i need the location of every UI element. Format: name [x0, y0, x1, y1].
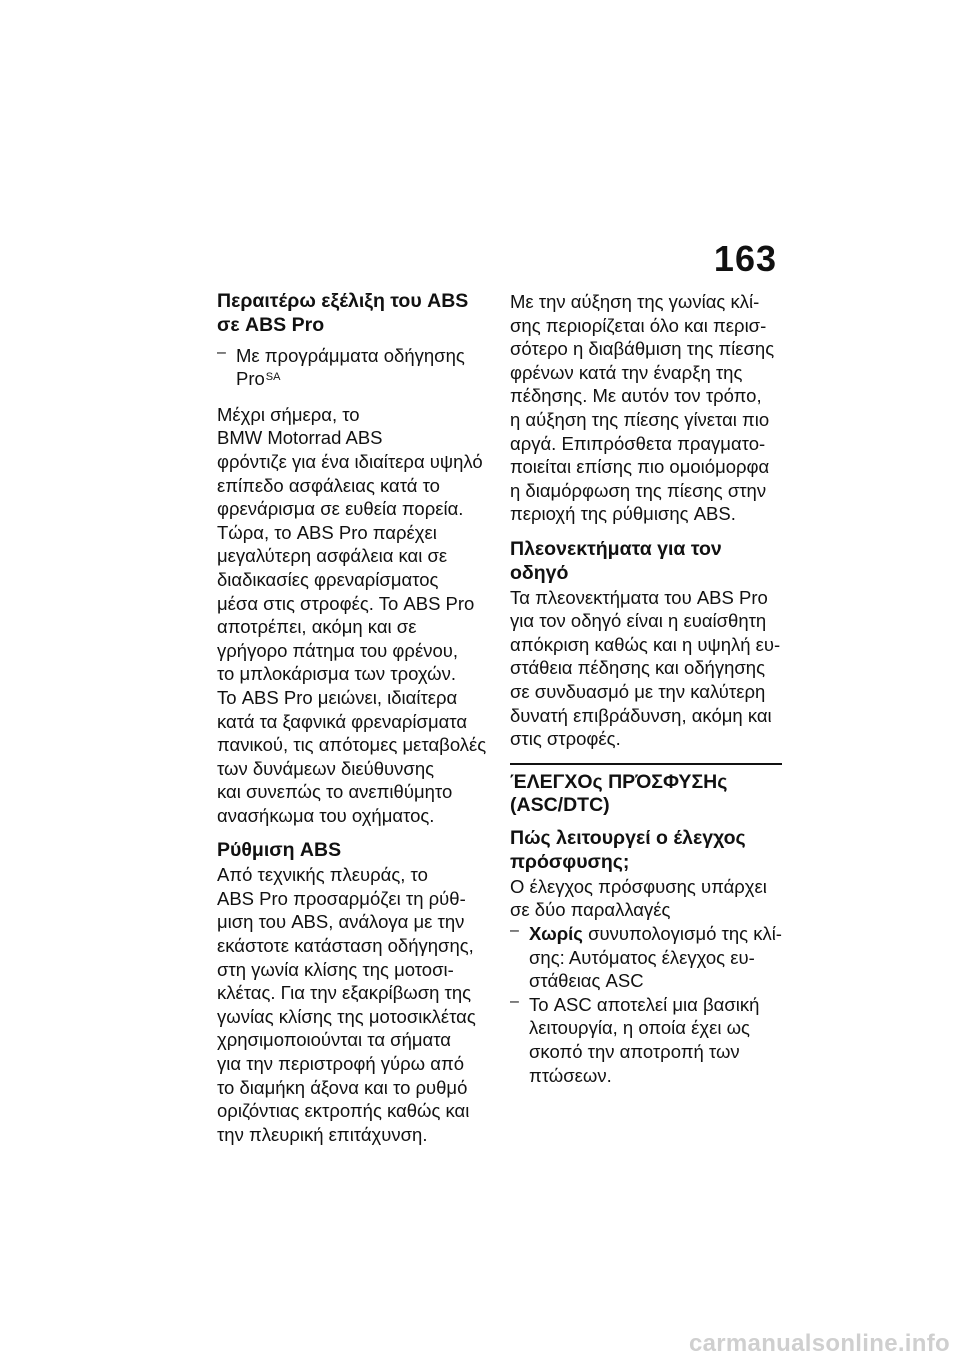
- list-item-text: λειτουργία, η οποία έχει ως: [529, 1017, 750, 1039]
- text-line: των δυνάμεων διεύθυνσης: [217, 757, 435, 779]
- text-line: εκάστοτε κατάσταση οδήγησης,: [217, 935, 474, 957]
- text-line: πέδησης. Με αυτόν τον τρόπο,: [510, 385, 762, 407]
- list-item-without-lean: [510, 922, 782, 993]
- right-column: [510, 290, 782, 1087]
- list-item-text-pro: [236, 367, 493, 391]
- text-line: χρησιμοποιούνται τα σήματα: [217, 1029, 451, 1051]
- list-item-asc-basic: [510, 993, 782, 1087]
- paragraph-variants: [510, 875, 782, 922]
- text-line: αποτρέπει, ακόμη και σε: [217, 616, 417, 638]
- dash-bullet: –: [510, 992, 519, 1010]
- sa-superscript: SA: [265, 371, 281, 384]
- dash-bullet: –: [217, 343, 226, 361]
- text-line: Το ABS Pro μειώνει, ιδιαίτερα: [217, 686, 458, 708]
- text-line: και συνεπώς το ανεπιθύμητο: [217, 781, 453, 803]
- text-line: η διαμόρφωση της πίεσης στην: [510, 479, 767, 501]
- list-item-text: στάθειας ASC: [529, 970, 644, 992]
- text-line: γωνίας κλίσης της μοτοσικλέτας: [217, 1005, 476, 1027]
- paragraph-intro: [217, 403, 493, 828]
- text-line: Ο έλεγχος πρόσφυσης υπάρχει: [510, 875, 767, 897]
- text-line: ABS Pro προσαρμόζει τη ρύθ-: [217, 887, 466, 909]
- text-line: Μέχρι σήμερα, το: [217, 403, 360, 425]
- list-item-text: [529, 922, 782, 946]
- left-column: [217, 290, 493, 1146]
- paragraph-lean-angle: [510, 290, 782, 526]
- text-line: οριζόντιας εκτροπής καθώς και: [217, 1100, 470, 1122]
- list-item-text: σης: Αυτόματος έλεγχος ευ-: [529, 946, 755, 968]
- list-item-text: Με προγράμματα οδήγησης: [236, 344, 465, 366]
- text-line: ανασήκωμα του οχήματος.: [217, 804, 435, 826]
- text-line: η αύξηση της πίεσης γίνεται πιο: [510, 408, 770, 430]
- text-line: σε δύο παραλλαγές: [510, 899, 671, 921]
- text-line: για τον οδηγό είναι η ευαίσθητη: [510, 610, 767, 632]
- text-line: στις στροφές.: [510, 728, 621, 750]
- text-line: μέσα στις στροφές. Το ABS Pro: [217, 592, 475, 614]
- pro-label: Pro: [236, 368, 265, 390]
- heading-abs-setting: Ρύθμιση ABS: [217, 839, 342, 862]
- text-line: Με την αύξηση της γωνίας κλί-: [510, 291, 760, 312]
- paragraph-abs-setting: [217, 863, 493, 1146]
- text-line: σε συνδυασμό με την καλύτερη: [510, 680, 766, 702]
- text-line: ποιείται επίσης πιο ομοιόμορφα: [510, 456, 770, 478]
- text-line: περιοχή της ρύθμισης ABS.: [510, 503, 736, 525]
- text-line: φρενάρισμα σε ευθεία πορεία.: [217, 498, 464, 520]
- watermark: carmanualsonline.info: [688, 1330, 950, 1357]
- text-line: Τώρα, το ABS Pro παρέχει: [217, 521, 437, 543]
- heading-abs-pro-line-2: σε ABS Pro: [217, 313, 325, 336]
- text-line: το μπλοκάρισμα των τροχών.: [217, 663, 456, 685]
- text-line: για την περιστροφή γύρω από: [217, 1053, 465, 1075]
- text-line: κλέτας. Για την εξακρίβωση της: [217, 982, 472, 1004]
- text-line: σότερο η διαβάθμιση της πίεσης: [510, 338, 775, 360]
- text-line: Τα πλεονεκτήματα του ABS Pro: [510, 586, 768, 608]
- heading-advantages-line-1: Πλεονεκτήματα για τον: [510, 537, 722, 560]
- text-line: φρόντιζε για ένα ιδιαίτερα υψηλό: [217, 450, 483, 472]
- dash-bullet: –: [510, 922, 519, 940]
- text-line: στη γωνία κλίσης της μοτοσι-: [217, 958, 454, 980]
- page-number: 163: [713, 238, 777, 279]
- text-line: αργά. Επιπρόσθετα πραγματο-: [510, 432, 766, 454]
- text-line: κατά τα ξαφνικά φρεναρίσματα: [217, 710, 468, 732]
- text-line: στάθεια πέδησης και οδήγησης: [510, 657, 766, 679]
- text-line: διαδικασίες φρεναρίσματος: [217, 568, 439, 590]
- section-title-line-2: (ASC/DTC): [510, 794, 610, 817]
- text-line: την πλευρική επιτάχυνση.: [217, 1123, 428, 1145]
- text-line: επίπεδο ασφάλειας κατά το: [217, 474, 440, 496]
- heading-how-it-works-line-1: Πώς λειτουργεί ο έλεγχος: [510, 827, 746, 850]
- text-line: πανικού, τις απότομες μεταβολές: [217, 734, 487, 756]
- section-title-line-1: ΈΛΕΓΧΟς ΠΡΌΣΦΥΣΗς: [510, 770, 728, 793]
- text-line: μεγαλύτερη ασφάλεια και σε: [217, 545, 448, 567]
- text-line: BMW Motorrad ABS: [217, 427, 383, 449]
- text-line: απόκριση καθώς και η υψηλή ευ-: [510, 633, 781, 655]
- list-item-text: σκοπό την αποτροπή των: [529, 1041, 740, 1063]
- heading-advantages-line-2: οδηγό: [510, 561, 569, 584]
- emphasis-without: Χωρίς: [529, 923, 583, 945]
- text-line: το διαμήκη άξονα και το ρυθμό: [217, 1076, 468, 1098]
- list-item-riding-modes: [217, 344, 493, 391]
- heading-abs-pro-line-1: Περαιτέρω εξέλιξη του ABS: [217, 290, 469, 312]
- text-line: Από τεχνικής πλευράς, το: [217, 864, 428, 886]
- paragraph-advantages: [510, 586, 782, 751]
- text-line: δυνατή επιβράδυνση, ακόμη και: [510, 704, 772, 726]
- text-line: φρένων κατά την έναρξη της: [510, 361, 743, 383]
- list-item-text: πτώσεων.: [529, 1064, 612, 1086]
- list-item-text: Το ASC αποτελεί μια βασική: [529, 993, 760, 1015]
- heading-how-it-works-line-2: πρόσφυσης;: [510, 851, 630, 874]
- text-line: γρήγορο πάτημα του φρένου,: [217, 639, 458, 661]
- text-line: μιση του ABS, ανάλογα με την: [217, 911, 465, 933]
- text-line: σης περιορίζεται όλο και περισ-: [510, 314, 767, 336]
- list-item-text-rest: συνυπολογισμό της κλί-: [582, 923, 782, 945]
